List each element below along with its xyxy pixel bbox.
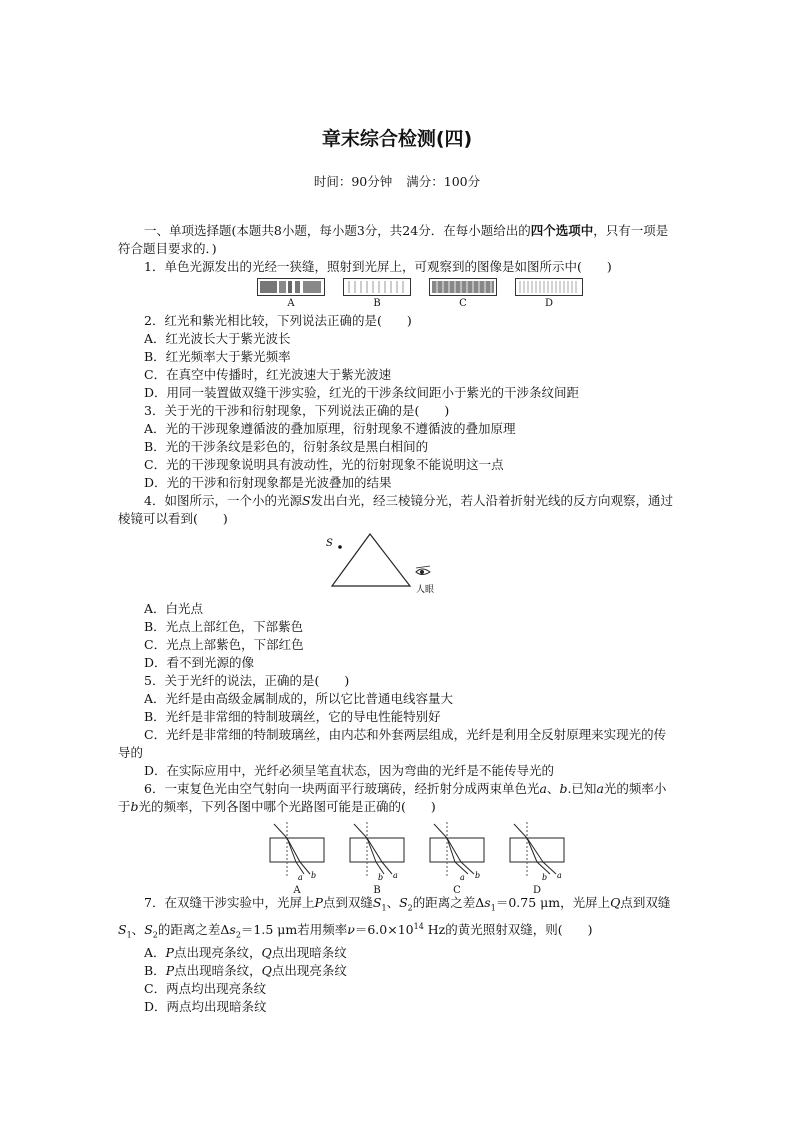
q1-label-b: B [373,298,381,309]
svg-text:a: a [557,871,562,880]
q3-option-c: C．光的干涉现象说明具有波动性，光的衍射现象不能说明这一点 [144,457,504,472]
q1-figure [248,278,678,310]
q4-prism-figure [118,530,678,598]
q7-option-a: A．P点出现亮条纹，Q点出现暗条纹 [144,945,347,961]
time-limit: 时间：90分钟 [313,174,393,189]
time-info [0,172,794,190]
section-heading: 一、单项选择题(本题共8小题，每小题3分，共24分．在每小题给出的四个选项中，只有一项是符合题目要求的．) [118,223,669,256]
q1-figure-a [248,278,334,310]
svg-text:a: a [460,873,465,882]
q6-figure-c [422,820,492,896]
q4-option-b: B．光点上部红色，下部紫色 [144,619,304,634]
q6-figure-b [342,820,412,896]
q6-figure-d [502,820,572,896]
svg-text:a: a [298,873,303,882]
q1-figure-b [334,278,420,310]
q3-option-d: D．光的干涉和衍射现象都是光波叠加的结果 [144,475,392,490]
q5-option-b: B．光纤是非常细的特制玻璃丝，它的导电性能特别好 [144,709,441,724]
exam-body [118,222,678,1016]
question-3-stem: 3．关于光的干涉和衍射现象，下列说法正确的是( ) [144,403,450,418]
question-5-stem: 5．关于光纤的说法，正确的是( ) [144,673,350,688]
eye-icon [416,566,430,575]
q1-label-a: A [287,298,295,309]
q2-option-a: A．红光波长大于紫光波长 [144,331,291,346]
q6-label-d: D [532,885,542,896]
q2-option-d: D．用同一装置做双缝干涉实验，红光的干涉条纹间距小于紫光的干涉条纹间距 [144,385,580,400]
q1-label-c: C [459,298,467,309]
svg-text:b: b [542,873,548,882]
q4-option-a: A．白光点 [144,601,204,616]
q7-option-c: C．两点均出现亮条纹 [144,981,267,997]
q1-figure-c [420,278,506,310]
q4-option-d: D．看不到光源的像 [144,655,255,670]
page-title: 章末综合检测(四) [321,128,473,150]
question-7-stem: 7．在双缝干涉实验中，光屏上P点到双缝$S_1$、$S_2$的距离之差$\Delta s_1=0.75$ μm，光屏上Q点到双缝$S_1$、$S_2$的距离之差$\Delta s_2=1.5$ μm若用频率$\nu=6.0\times 10^{14}$ Hz的黄光照射双缝，则( ) [118,895,671,940]
q6-label-b: B [373,885,381,896]
q6-figures [118,820,678,894]
q4-eye-label: 人眼 [416,585,435,595]
question-1-stem: 1．单色光源发出的光经一狭缝，照射到光屏上，可观察到的图像是如图所示中( ) [144,259,612,274]
full-score: 满分：100分 [406,174,481,189]
q3-option-a: A．光的干涉现象遵循波的叠加原理，衍射现象不遵循波的叠加原理 [144,421,516,436]
q5-option-a: A．光纤是由高级金属制成的，所以它比普通电线容量大 [144,691,454,706]
q2-option-b: B．红光频率大于紫光频率 [144,349,291,364]
q1-figure-d [506,278,592,310]
question-2-stem: 2．红光和紫光相比较，下列说法正确的是( ) [144,313,412,328]
svg-text:b: b [311,871,317,880]
q4-option-c: C．光点上部紫色，下部红色 [144,637,304,652]
q6-label-a: A [293,885,301,896]
q6-label-c: C [453,885,461,896]
q7-option-b: B．P点出现暗条纹，Q点出现亮条纹 [144,963,347,979]
svg-text:b: b [378,873,384,882]
q5-option-c: C．光纤是非常细的特制玻璃丝，由内芯和外套两层组成，光纤是利用全反射原理来实现光的传导的 [118,727,667,760]
question-6-stem: 6．一束复色光由空气射向一块两面平行玻璃砖，经折射分成两束单色光a、b.已知a光的频率小于b光的频率，下列各图中哪个光路图可能是正确的( ) [118,781,667,814]
q5-option-d: D．在实际应用中，光纤必须呈笔直状态，因为弯曲的光纤是不能传导光的 [144,763,555,778]
question-4-stem: 4．如图所示，一个小的光源S发出白光，经三棱镜分光，若人沿着折射光线的反方向观察，通过棱镜可以看到( ) [118,493,674,526]
q4-source-label: S [326,538,333,549]
q6-figure-a [262,820,332,896]
q2-option-c: C．在真空中传播时，红光波速大于紫光波速 [144,367,392,382]
q7-option-d: D．两点均出现暗条纹 [144,999,267,1015]
svg-text:b: b [475,871,481,880]
svg-text:a: a [393,871,398,880]
q3-option-b: B．光的干涉条纹是彩色的，衍射条纹是黑白相间的 [144,439,429,454]
q1-label-d: D [544,298,554,309]
